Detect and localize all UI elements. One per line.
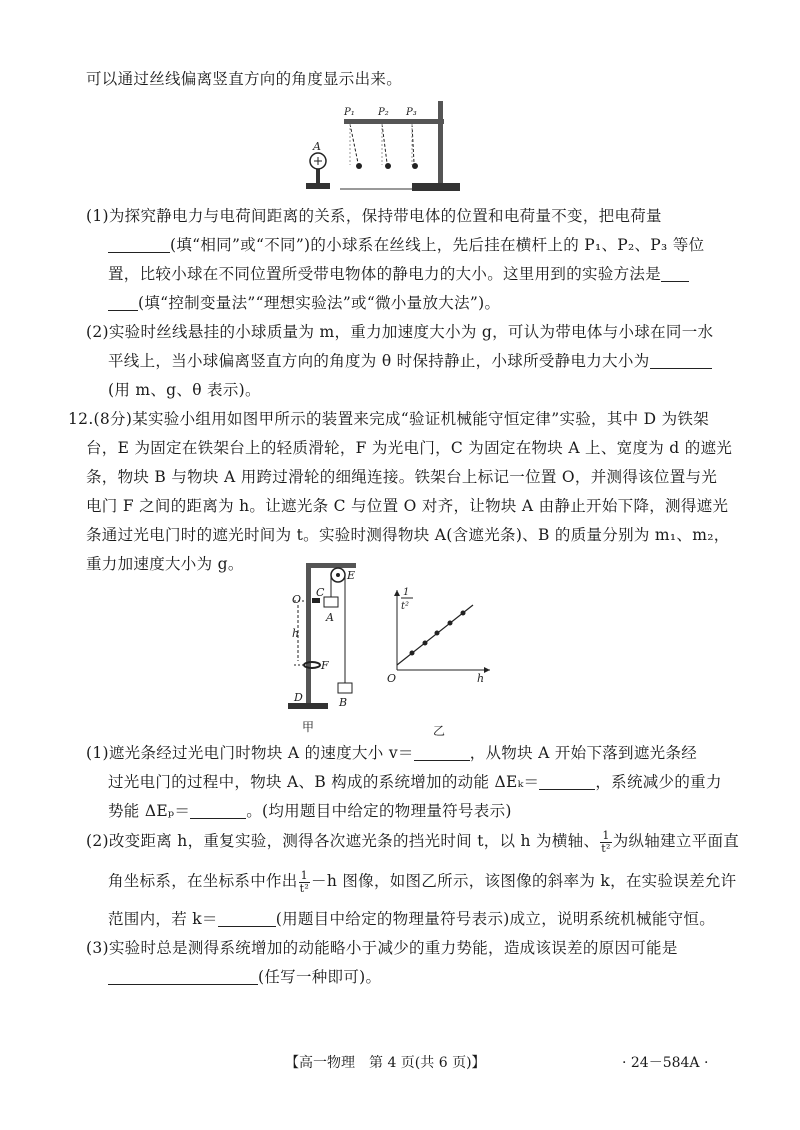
strip-c-label: C bbox=[316, 586, 325, 599]
page-footer: 【高一物理 第 4 页(共 6 页)】 bbox=[285, 1055, 486, 1071]
answer-blank[interactable] bbox=[650, 352, 712, 369]
exam-code: · 24－584A · bbox=[622, 1055, 709, 1071]
stand-d-label: D bbox=[294, 691, 303, 704]
p2-label: P₂ bbox=[378, 107, 389, 118]
sphere-a-label: A bbox=[313, 140, 321, 153]
position-o-label: O bbox=[292, 593, 302, 606]
q12-1-line1: (1)遮光条经过光电门时物块 A 的速度大小 v＝ ，从物块 A 开始下落到遮光条经 bbox=[86, 744, 698, 763]
q12-3-line2: (任写一种即可)。 bbox=[108, 968, 381, 988]
y-axis-den: t² bbox=[401, 601, 410, 612]
q12-line6: 重力加速度大小为 g。 bbox=[86, 555, 244, 573]
distance-h-label: h bbox=[292, 627, 300, 640]
q12-2-line1: (2)改变距离 h，重复实验，测得各次遮光条的挡光时间 t，以 h 为横轴、 $\frac{1}{\text{t²}}$ 为纵轴建立平面直 bbox=[86, 829, 740, 855]
answer-blank[interactable] bbox=[108, 968, 258, 985]
figure-yi-caption: 乙 bbox=[433, 724, 446, 738]
graph-figure-yi bbox=[385, 585, 495, 745]
figure-jia-caption: 甲 bbox=[302, 720, 315, 734]
p3-label: P₃ bbox=[406, 107, 417, 118]
y-axis-num: 1 bbox=[403, 587, 410, 598]
photogate-f-label: F bbox=[321, 659, 329, 672]
answer-blank[interactable] bbox=[108, 294, 138, 311]
q12-line5: 条通过光电门时的遮光时间为 t。实验时测得物块 A(含遮光条)、B 的质量分别为 m₁、m₂， bbox=[86, 526, 730, 544]
answer-blank[interactable] bbox=[414, 744, 470, 761]
x-axis-label: h bbox=[477, 672, 485, 685]
answer-blank[interactable] bbox=[539, 773, 595, 790]
p1-label: P₁ bbox=[344, 107, 355, 118]
block-a-label: A bbox=[326, 611, 334, 624]
answer-blank[interactable] bbox=[108, 236, 170, 253]
q12-3-line1: (3)实验时总是测得系统增加的动能略小于减少的重力势能，造成该误差的原因可能是 bbox=[86, 939, 678, 957]
answer-blank[interactable] bbox=[661, 265, 689, 282]
q11-1-line4: (填“控制变量法”“理想实验法”或“微小量放大法”)。 bbox=[108, 294, 500, 314]
pulley-e-label: E bbox=[347, 569, 356, 582]
origin-label: O bbox=[387, 672, 397, 685]
q11-1-line2: (填“相同”或“不同”)的小球系在丝线上，先后挂在横杆上的 P₁、P₂、P₃ 等位 bbox=[108, 236, 704, 256]
q11-2-line3: (用 m、g、θ 表示)。 bbox=[108, 381, 261, 399]
q12-line1: 12.(8分)某实验小组用如图甲所示的装置来完成“验证机械能守恒定律”实验，其中 D 为铁架 bbox=[68, 410, 710, 428]
q11-2-line1: (2)实验时丝线悬挂的小球质量为 m，重力加速度大小为 g，可认为带电体与小球在同一水 bbox=[86, 323, 714, 341]
q12-1-line3: 势能 ΔEₚ＝ 。(均用题目中给定的物理量符号表示) bbox=[108, 802, 512, 821]
q12-line2: 台，E 为固定在铁架台上的轻质滑轮，F 为光电门，C 为固定在物块 A 上、宽度为 d 的遮光 bbox=[86, 439, 733, 457]
electrostatic-apparatus-figure bbox=[300, 95, 470, 200]
q12-line4: 电门 F 之间的距离为 h。让遮光条 C 与位置 O 对齐，让物块 A 由静止开始下降，测得遮光 bbox=[86, 497, 729, 515]
q12-2-line2: 角坐标系，在坐标系中作出 $\frac{1}{\text{t²}}$ －h 图像，如图乙所示，该图像的斜率为 k，在实验误差允许 bbox=[108, 869, 737, 895]
q12-2-line3: 范围内，若 k＝ (用题目中给定的物理量符号表示)成立，说明系统机械能守恒。 bbox=[108, 910, 716, 929]
answer-blank[interactable] bbox=[190, 802, 246, 819]
apparatus-figure-jia bbox=[280, 555, 380, 735]
answer-blank[interactable] bbox=[218, 910, 276, 927]
fraction-1-over-t2: $\frac{1}{\text{t²}}$ bbox=[601, 829, 611, 855]
intro-text: 可以通过丝线偏离竖直方向的角度显示出来。 bbox=[86, 70, 403, 88]
fraction-1-over-t2: $\frac{1}{\text{t²}}$ bbox=[299, 869, 310, 895]
q12-1-line2: 过光电门的过程中，物块 A、B 构成的系统增加的动能 ΔEₖ＝ ，系统减少的重力 bbox=[108, 773, 722, 792]
block-b-label: B bbox=[339, 696, 348, 709]
q11-2-line2: 平线上，当小球偏离竖直方向的角度为 θ 时保持静止，小球所受静电力大小为 bbox=[108, 352, 712, 372]
q11-1-line1: (1)为探究静电力与电荷间距离的关系，保持带电体的位置和电荷量不变，把电荷量 bbox=[86, 207, 662, 225]
q11-1-line3: 置，比较小球在不同位置所受带电物体的静电力的大小。这里用到的实验方法是 bbox=[108, 265, 689, 285]
q12-line3: 条，物块 B 与物块 A 用跨过滑轮的细绳连接。铁架台上标记一位置 O，并测得该位置与光 bbox=[86, 468, 718, 486]
